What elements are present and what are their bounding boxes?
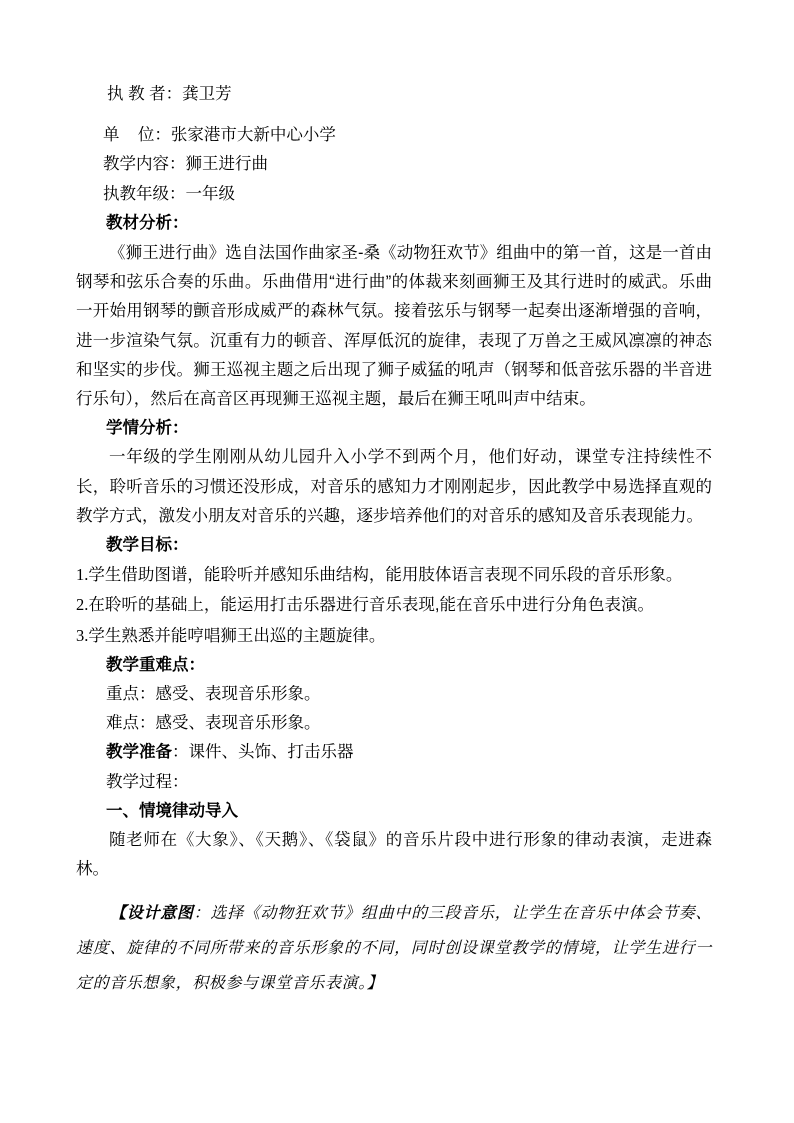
teacher-line: 执 教 者：龚卫芳 bbox=[107, 85, 232, 103]
objective-text-2: 在聆听的基础上，能运用打击乐器进行音乐表现,能在音乐中进行分角色表演。 bbox=[88, 596, 654, 615]
grade-line: 执教年级：一年级 bbox=[103, 184, 235, 203]
objective-text-3: 学生熟悉并能哼唱狮王出巡的主题旋律。 bbox=[88, 626, 386, 645]
heading-objectives: 教学目标： bbox=[106, 536, 189, 555]
preparation-label: 教学准备 bbox=[106, 743, 172, 762]
document-body bbox=[76, 80, 712, 1001]
key-point-difficulty: 难点：感受、表现音乐形象。 bbox=[106, 714, 321, 733]
unit-line: 单 位：张家港市大新中心小学 bbox=[103, 126, 336, 145]
heading-key-points: 教学重难点： bbox=[106, 655, 205, 674]
paragraph-student-analysis: 一年级的学生刚刚从幼儿园升入小学不到两个月，他们好动，课堂专注持续性不长，聆听音乐的习惯还没形成，对音乐的感知力才刚刚起步，因此教学中易选择直观的教学方式，激发小朋友对音乐的兴趣，逐步培养他们的对音乐的感知及音乐表现能力。 bbox=[76, 448, 712, 525]
objective-number-1: 1. bbox=[76, 565, 89, 585]
key-point-focus: 重点：感受、表现音乐形象。 bbox=[106, 685, 321, 704]
design-intent-block bbox=[76, 896, 712, 1001]
heading-material-analysis: 教材分析： bbox=[106, 213, 189, 232]
preparation-value: ：课件、头饰、打击乐器 bbox=[172, 743, 354, 762]
heading-student-analysis: 学情分析： bbox=[106, 419, 189, 438]
objective-item-2 bbox=[76, 590, 712, 620]
paragraph-material-analysis-text: 选自法国作曲家圣-桑《动物狂欢节》组曲中的第一首，这是一首由钢琴和弦乐合奏的乐曲。乐曲借用“进行曲”的体裁来刻画狮王及其行进时的威武。乐曲一开始用钢琴的颤音形成威严的森林气氛。接着弦乐与钢琴一起奏出逐渐增强的音响，进一步渲染气氛。沉重有力的顿音、浑厚低沉的旋律，表现了万兽之王威风凛凛的神态和坚实的步伐。狮王巡视主题之后出现了狮子威猛的吼声（钢琴和低音弦乐器的半音进行乐句），然后在高音区再现狮王巡视主题，最后在狮王吼叫声中结束。 bbox=[76, 244, 713, 409]
heading-step-one: 一、情境律动导入 bbox=[106, 801, 238, 820]
objective-text-1: 学生借助图谱，能聆听并感知乐曲结构，能用肢体语言表现不同乐段的音乐形象。 bbox=[88, 566, 683, 585]
design-intent-label: 【设计意图 bbox=[110, 905, 194, 923]
heading-process: 教学过程： bbox=[106, 772, 189, 791]
piece-title-run: 《狮王进行曲》 bbox=[109, 243, 226, 263]
objective-item-3 bbox=[76, 621, 712, 651]
paragraph-material-analysis bbox=[76, 238, 712, 414]
meta-gap bbox=[76, 109, 712, 121]
objective-item-1 bbox=[76, 560, 712, 590]
design-intent-text: ：选择《动物狂欢节》组曲中的三段音乐，让学生在音乐中体会节奏、速度、旋律的不同所带来的音乐形象的不同，同时创设课堂教学的情境，让学生进行一定的音乐想象，积极参与课堂音乐表演。】 bbox=[76, 905, 712, 993]
preparation-line bbox=[76, 738, 712, 767]
paragraph-step-one: 随老师在《大象》、《天鹅》、《袋鼠》的音乐片段中进行形象的律动表演，走进森林。 bbox=[76, 831, 712, 879]
objective-number-2: 2. bbox=[76, 595, 89, 615]
teaching-content-line: 教学内容：狮王进行曲 bbox=[103, 155, 268, 174]
intent-gap bbox=[76, 884, 712, 896]
objective-number-3: 3. bbox=[76, 625, 89, 645]
